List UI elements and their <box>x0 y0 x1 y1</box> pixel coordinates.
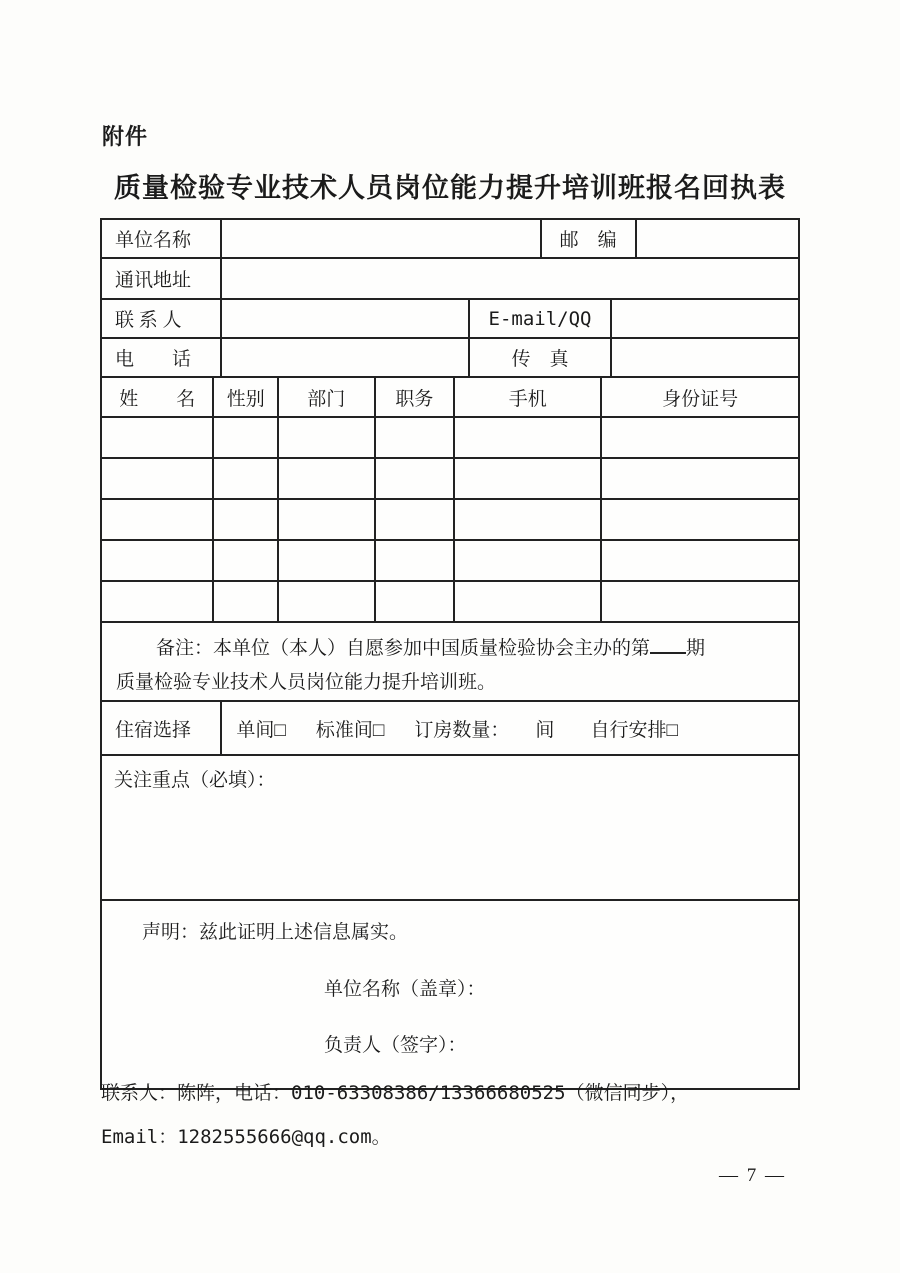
roster-cell[interactable] <box>376 500 456 539</box>
roster-header-department: 部门 <box>279 378 375 416</box>
roster-cell[interactable] <box>602 541 798 580</box>
roster-cell[interactable] <box>102 459 214 498</box>
roster-cell[interactable] <box>376 459 456 498</box>
roster-cell[interactable] <box>279 418 375 457</box>
roster-cell[interactable] <box>455 500 602 539</box>
focus-input-area[interactable] <box>102 756 798 899</box>
phone-input[interactable] <box>222 339 469 376</box>
footer-email: 1282555666@qq.com <box>177 1126 372 1148</box>
roster-cell[interactable] <box>376 541 456 580</box>
standard-room-option[interactable] <box>316 715 385 742</box>
roster-header-row <box>102 378 798 418</box>
roster-cell[interactable] <box>279 500 375 539</box>
postal-code-input[interactable] <box>637 220 798 257</box>
declaration-statement: 声明：兹此证明上述信息属实。 <box>142 922 409 943</box>
self-arrange-option[interactable] <box>590 715 678 742</box>
roster-row <box>102 418 798 459</box>
remark-text <box>102 623 798 700</box>
roster-cell[interactable] <box>279 582 375 621</box>
standard-room-label: 标准间 <box>315 719 373 741</box>
roster-cell[interactable] <box>214 418 279 457</box>
session-number-blank[interactable] <box>650 633 686 654</box>
roster-cell[interactable] <box>279 459 375 498</box>
address-label: 通讯地址 <box>102 259 222 298</box>
roster-cell[interactable] <box>602 500 798 539</box>
footer-phone: 010-63308386/13366680525 <box>291 1082 566 1104</box>
roster-cell[interactable] <box>602 459 798 498</box>
remark-line1 <box>116 632 784 666</box>
self-arrange-checkbox[interactable]: □ <box>666 719 678 741</box>
accommodation-options <box>222 702 798 754</box>
declaration-block <box>102 901 798 1088</box>
accommodation-row <box>102 702 798 756</box>
roster-cell[interactable] <box>214 459 279 498</box>
fax-input[interactable] <box>612 339 798 376</box>
footer-email-suffix: 。 <box>371 1127 391 1148</box>
roster-row <box>102 582 798 623</box>
address-input[interactable] <box>222 259 798 298</box>
roster-cell[interactable] <box>455 459 602 498</box>
single-room-checkbox[interactable]: □ <box>274 719 286 741</box>
contact-person-input[interactable] <box>222 300 469 337</box>
footer-email-line <box>101 1122 391 1149</box>
unit-seal-label: 单位名称（盖章）： <box>324 979 486 1000</box>
table-row <box>102 220 798 259</box>
accommodation-label: 住宿选择 <box>102 702 222 754</box>
contact-person-label: 联 系 人 <box>102 300 222 337</box>
roster-cell[interactable] <box>279 541 375 580</box>
roster-row <box>102 459 798 500</box>
focus-row <box>102 756 798 901</box>
registration-form-table <box>100 218 800 1090</box>
remark-line1-suffix: 期 <box>686 638 706 659</box>
roster-row <box>102 500 798 541</box>
focus-label: 关注重点（必填）： <box>114 770 276 791</box>
roster-cell[interactable] <box>214 582 279 621</box>
roster-header-mobile: 手机 <box>455 378 602 416</box>
footer-contact-line <box>101 1078 689 1105</box>
roster-row <box>102 541 798 582</box>
attachment-label: 附件 <box>102 124 149 149</box>
signature-label: 负责人（签字）： <box>324 1035 467 1056</box>
roster-cell[interactable] <box>214 500 279 539</box>
fax-label: 传 真 <box>470 339 612 376</box>
roster-header-position: 职务 <box>376 378 456 416</box>
single-room-label: 单间 <box>236 719 275 741</box>
declaration-row <box>102 901 798 1088</box>
email-qq-label: E-mail/QQ <box>470 300 612 337</box>
page-number: — 7 — <box>719 1165 786 1186</box>
roster-header-gender: 性别 <box>214 378 279 416</box>
roster-cell[interactable] <box>102 582 214 621</box>
roster-header-name: 姓 名 <box>102 378 214 416</box>
postal-code-label: 邮 编 <box>542 220 637 257</box>
roster-header-id-number: 身份证号 <box>662 388 739 410</box>
roster-cell[interactable] <box>455 418 602 457</box>
roster-cell[interactable] <box>455 582 602 621</box>
phone-label: 电 话 <box>102 339 222 376</box>
remark-row <box>102 623 798 702</box>
unit-name-label: 单位名称 <box>102 220 222 257</box>
unit-name-input[interactable] <box>222 220 541 257</box>
table-row <box>102 300 798 339</box>
footer-contact-prefix: 联系人：陈阵，电话： <box>101 1083 292 1104</box>
standard-room-checkbox[interactable]: □ <box>372 719 385 741</box>
roster-cell[interactable] <box>102 500 214 539</box>
page-title: 质量检验专业技术人员岗位能力提升培训班报名回执表 <box>114 173 786 203</box>
single-room-option[interactable] <box>236 715 286 742</box>
roster-cell[interactable] <box>376 418 456 457</box>
footer-email-label: Email： <box>101 1126 178 1148</box>
table-row <box>102 259 798 300</box>
remark-line2: 质量检验专业技术人员岗位能力提升培训班。 <box>116 672 497 693</box>
roster-cell[interactable] <box>455 541 602 580</box>
roster-cell[interactable] <box>376 582 456 621</box>
roster-cell[interactable] <box>102 418 214 457</box>
room-quantity-unit: 间 <box>535 719 555 741</box>
roster-cell[interactable] <box>602 418 798 457</box>
room-quantity-label: 订房数量： <box>414 719 510 741</box>
roster-cell[interactable] <box>102 541 214 580</box>
self-arrange-label: 自行安排 <box>590 719 667 741</box>
remark-line1-prefix: 备注：本单位（本人）自愿参加中国质量检验协会主办的第 <box>156 638 651 659</box>
roster-cell[interactable] <box>214 541 279 580</box>
footer-contact-suffix: （微信同步）， <box>565 1083 690 1104</box>
table-row <box>102 339 798 378</box>
email-qq-input[interactable] <box>612 300 798 337</box>
roster-cell[interactable] <box>602 582 798 621</box>
